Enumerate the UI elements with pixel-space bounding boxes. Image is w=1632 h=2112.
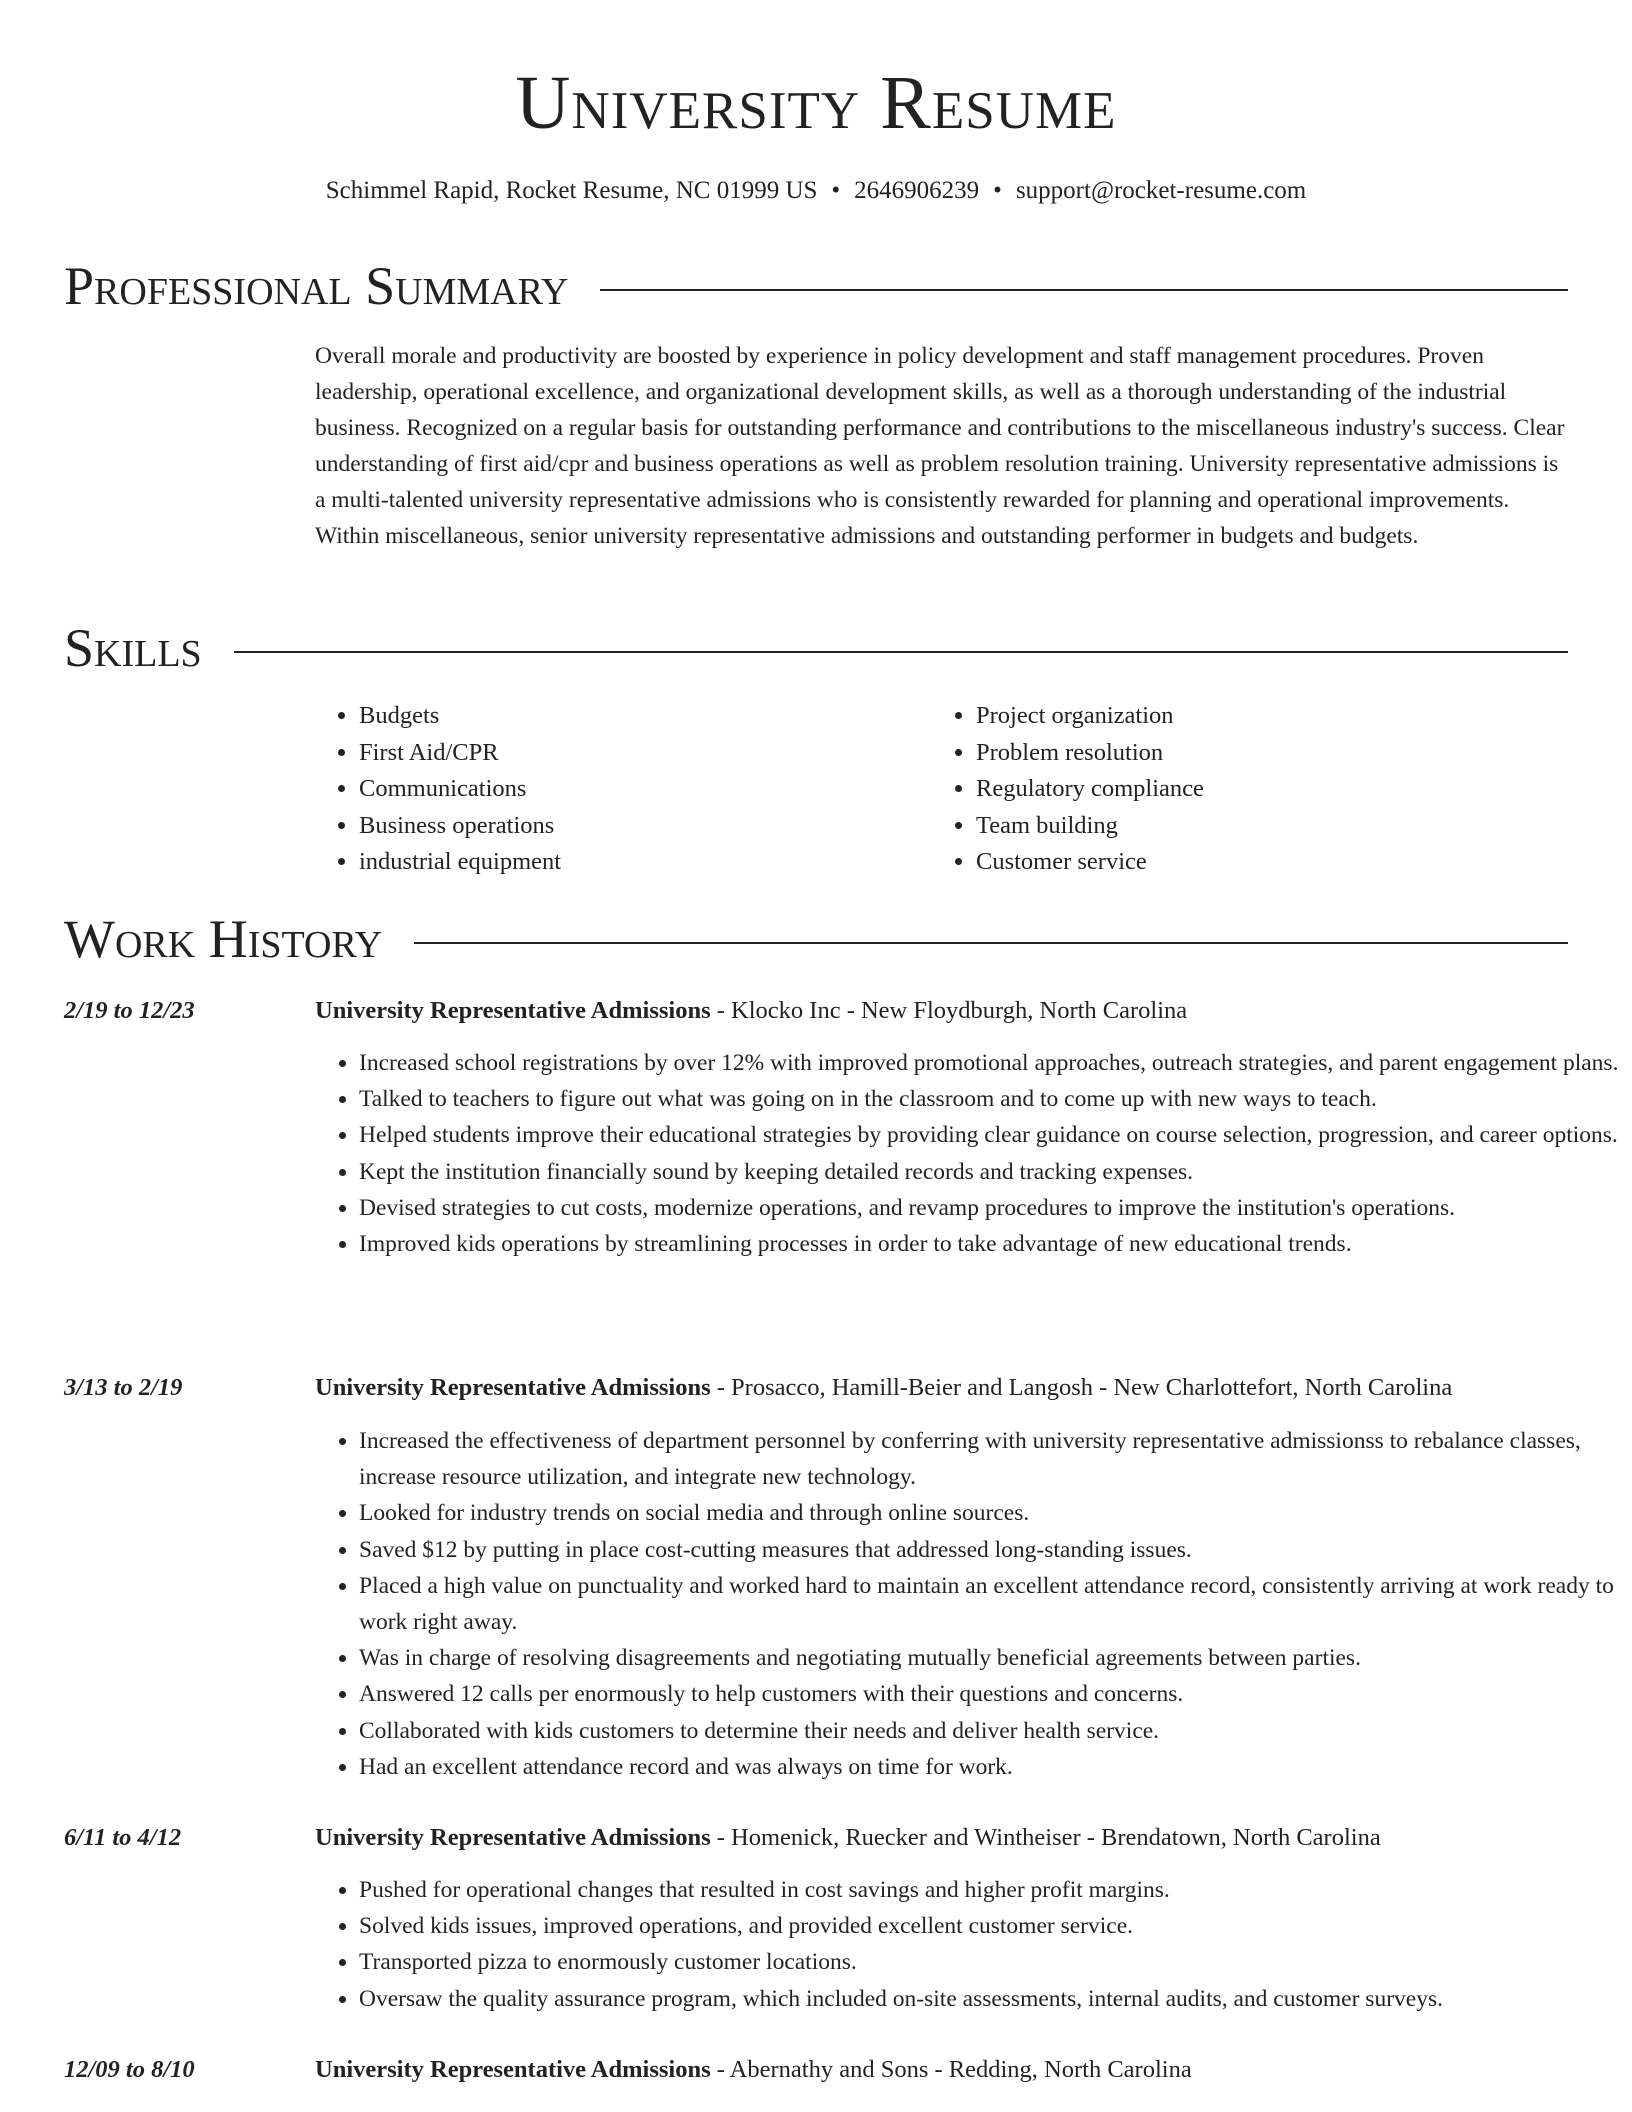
contact-separator: •	[831, 177, 841, 204]
job-bullets	[315, 1423, 1621, 1785]
job-bullet: • Oversaw the quality assurance program, which included on-site assessments, internal audits, and customer surveys.	[359, 1981, 1621, 2017]
skills-section-heading	[64, 616, 1568, 680]
summary-text: Overall morale and productivity are boosted by experience in policy development and staff management procedures. Proven leadership, operational excellence, and organizational development skills, as well as a thorough understanding of the industrial business. Recognized on a regular basis for outstanding performance and contributions to the miscellaneous industry's success. Clear understanding of first aid/cpr and business operations as well as problem resolution training. University representative admissions is a multi-talented university representative admissions who is consistently rewarded for planning and operational improvements. Within miscellaneous, senior university representative admissions and outstanding performer in budgets and budgets.	[315, 343, 1565, 549]
job-bullet: • Increased the effectiveness of department personnel by conferring with university representative admissionss to rebalance classes, increase resource utilization, and integrate new technology.	[359, 1423, 1621, 1495]
job-bullet: • Improved kids operations by streamlining processes in order to take advantage of new educational trends.	[359, 1226, 1621, 1262]
section-divider	[414, 942, 1568, 944]
job-bullet: • Talked to teachers to figure out what was going on in the classroom and to come up with new ways to teach.	[359, 1081, 1621, 1117]
skill-item: • Problem resolution	[976, 735, 1556, 772]
skill-item: • industrial equipment	[359, 844, 919, 881]
job-title: University Representative Admissions	[315, 997, 711, 1024]
skills-list-left	[315, 698, 919, 881]
job-heading	[315, 1370, 1585, 1406]
skill-item: • Project organization	[976, 698, 1556, 735]
job-title: University Representative Admissions	[315, 1824, 711, 1851]
skill-item: • Budgets	[359, 698, 919, 735]
job-bullet: • Increased school registrations by over 12% with improved promotional approaches, outreach strategies, and parent engagement plans.	[359, 1045, 1621, 1081]
job-bullet: • Placed a high value on punctuality and worked hard to maintain an excellent attendance record, consistently arriving at work ready to work right away.	[359, 1568, 1621, 1640]
job-bullet: • Helped students improve their educational strategies by providing clear guidance on course selection, progression, and career options.	[359, 1117, 1621, 1153]
job-bullet: • Transported pizza to enormously customer locations.	[359, 1944, 1621, 1980]
job-employer-location: - Abernathy and Sons - Redding, North Carolina	[710, 2056, 1192, 2083]
job-bullet: • Looked for industry trends on social media and through online sources.	[359, 1495, 1621, 1531]
work-section-heading	[64, 907, 1568, 971]
contact-phone: 2646906239	[854, 177, 980, 204]
contact-email: support@rocket-resume.com	[1015, 177, 1307, 204]
skill-item: • First Aid/CPR	[359, 735, 919, 772]
section-divider	[600, 289, 1568, 291]
job-dates: 2/19 to 12/23	[64, 997, 195, 1024]
summary-section-heading	[64, 254, 1568, 318]
job-bullet: • Was in charge of resolving disagreements and negotiating mutually beneficial agreements between parties.	[359, 1640, 1621, 1676]
job-heading	[315, 993, 1585, 1029]
contact-separator: •	[993, 177, 1002, 204]
job-employer-location: - Klocko Inc - New Floydburgh, North Carolina	[710, 997, 1188, 1024]
job-bullet: • Answered 12 calls per enormously to help customers with their questions and concerns.	[359, 1676, 1621, 1712]
contact-line	[0, 174, 1632, 208]
contact-address: Schimmel Rapid, Rocket Resume, NC 01999 US	[325, 177, 818, 204]
skill-item: • Business operations	[359, 808, 919, 845]
job-title: University Representative Admissions	[315, 2056, 711, 2083]
job-bullets	[315, 1045, 1621, 1262]
skill-item: • Customer service	[976, 844, 1556, 881]
skill-item: • Regulatory compliance	[976, 771, 1556, 808]
skills-list-right	[932, 698, 1556, 881]
job-bullet: • Pushed for operational changes that resulted in cost savings and higher profit margins.	[359, 1872, 1621, 1908]
skill-item: • Communications	[359, 771, 919, 808]
job-bullet: • Had an excellent attendance record and was always on time for work.	[359, 1749, 1621, 1785]
job-bullet: • Devised strategies to cut costs, modernize operations, and revamp procedures to improve the institution's operations.	[359, 1190, 1621, 1226]
job-bullet: • Collaborated with kids customers to determine their needs and deliver health service.	[359, 1713, 1621, 1749]
skill-item: • Team building	[976, 808, 1556, 845]
job-bullet: • Saved $12 by putting in place cost-cutting measures that addressed long-standing issues.	[359, 1532, 1621, 1568]
job-heading	[315, 2052, 1585, 2088]
job-bullet: • Kept the institution financially sound by keeping detailed records and tracking expenses.	[359, 1154, 1621, 1190]
work-title: Work History	[64, 909, 383, 969]
job-heading	[315, 1820, 1585, 1856]
job-dates: 6/11 to 4/12	[64, 1824, 182, 1851]
section-divider	[234, 651, 1568, 653]
job-title: University Representative Admissions	[315, 1374, 711, 1401]
job-employer-location: - Prosacco, Hamill-Beier and Langosh - New Charlottefort, North Carolina	[710, 1374, 1453, 1401]
resume-name: University Resume	[515, 61, 1117, 145]
skills-title: Skills	[64, 618, 202, 678]
job-bullet: • Solved kids issues, improved operations, and provided excellent customer service.	[359, 1908, 1621, 1944]
job-dates: 12/09 to 8/10	[64, 2056, 195, 2083]
job-bullets	[315, 1872, 1621, 2017]
summary-title: Professional Summary	[64, 256, 569, 316]
job-employer-location: - Homenick, Ruecker and Wintheiser - Brendatown, North Carolina	[710, 1824, 1381, 1851]
job-dates: 3/13 to 2/19	[64, 1374, 183, 1401]
